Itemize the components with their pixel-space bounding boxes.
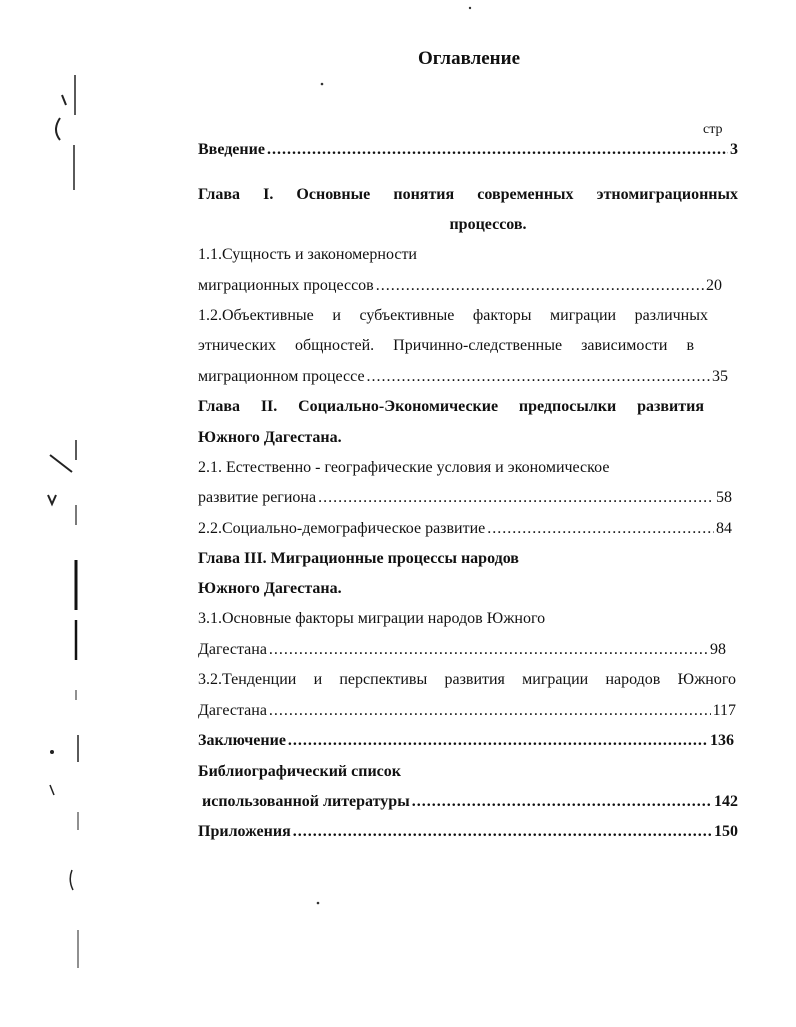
toc-section-2-1[interactable]: 2.1. Естественно - географические условия и экономическое — [198, 459, 610, 476]
toc-entry-appendices[interactable] — [198, 822, 738, 842]
toc-section-3-2-cont[interactable] — [198, 701, 736, 721]
toc-entry-introduction[interactable] — [198, 140, 738, 160]
toc-leader-dots — [367, 367, 710, 387]
toc-entry-conclusion[interactable] — [198, 731, 734, 751]
toc-chapter-2-heading[interactable]: Глава II. Социально-Экономические предпосылки развития — [198, 398, 704, 415]
toc-chapter-3-heading[interactable]: Глава III. Миграционные процессы народов — [198, 550, 519, 567]
toc-leader-dots — [288, 731, 708, 751]
toc-page-number: 3 — [730, 141, 738, 158]
toc-chapter-2-heading-cont: Южного Дагестана. — [198, 429, 342, 446]
toc-page-number: 117 — [712, 702, 736, 719]
toc-entry-label: Приложения — [198, 823, 291, 840]
toc-entry-label: 2.2.Социально-демографическое развитие — [198, 520, 486, 537]
toc-section-1-2-end[interactable] — [198, 367, 728, 387]
toc-entry-bibliography-cont[interactable] — [202, 792, 738, 812]
toc-leader-dots — [293, 822, 712, 842]
toc-entry-label: миграционных процессов — [198, 277, 374, 294]
toc-page-number: 142 — [714, 793, 738, 810]
toc-section-3-2[interactable]: 3.2.Тенденции и перспективы развития миграции народов Южного — [198, 671, 736, 688]
toc-page-number: 84 — [716, 520, 732, 537]
toc-entry-bibliography[interactable]: Библиографический список — [198, 763, 401, 780]
toc-chapter-1-heading-cont: процессов. — [449, 216, 527, 233]
toc-section-2-2[interactable] — [198, 519, 732, 539]
toc-entry-label: миграционном процессе — [198, 368, 365, 385]
toc-entry-label: Заключение — [198, 732, 286, 749]
toc-leader-dots — [267, 140, 728, 160]
toc-leader-dots — [318, 488, 714, 508]
toc-page-number: 58 — [716, 489, 732, 506]
toc-section-3-1-cont[interactable] — [198, 640, 726, 660]
page-column-label: стр — [703, 122, 723, 137]
toc-section-1-1[interactable]: 1.1.Сущность и закономерности — [198, 246, 417, 263]
toc-leader-dots — [412, 792, 712, 812]
toc-leader-dots — [376, 276, 704, 296]
toc-chapter-3-heading-cont: Южного Дагестана. — [198, 580, 342, 597]
toc-entry-label: использованной литературы — [202, 793, 410, 810]
toc-page-number: 98 — [710, 641, 726, 658]
toc-page-number: 136 — [710, 732, 734, 749]
toc-leader-dots — [269, 640, 708, 660]
toc-section-3-1[interactable]: 3.1.Основные факторы миграции народов Южного — [198, 610, 546, 627]
toc-chapter-1-heading[interactable]: Глава I. Основные понятия современных этномиграционных — [198, 186, 738, 203]
toc-page-number: 35 — [712, 368, 728, 385]
toc-section-1-2-cont: этнических общностей. Причинно-следственные зависимости в — [198, 337, 694, 354]
toc-section-2-1-cont[interactable] — [198, 488, 732, 508]
toc-leader-dots — [269, 701, 711, 721]
toc-page-number: 150 — [714, 823, 738, 840]
toc-page-number: 20 — [706, 277, 722, 294]
toc-leader-dots — [487, 519, 714, 539]
toc-entry-label: развитие региона — [198, 489, 317, 506]
toc-entry-label: Дагестана — [198, 702, 267, 719]
page-title: Оглавление — [417, 48, 521, 69]
toc-section-1-2[interactable]: 1.2.Объективные и субъективные факторы миграции различных — [198, 307, 708, 324]
toc-section-1-1-cont[interactable] — [198, 276, 722, 296]
toc-entry-label: Введение — [198, 141, 265, 158]
toc-entry-label: Дагестана — [198, 641, 267, 658]
